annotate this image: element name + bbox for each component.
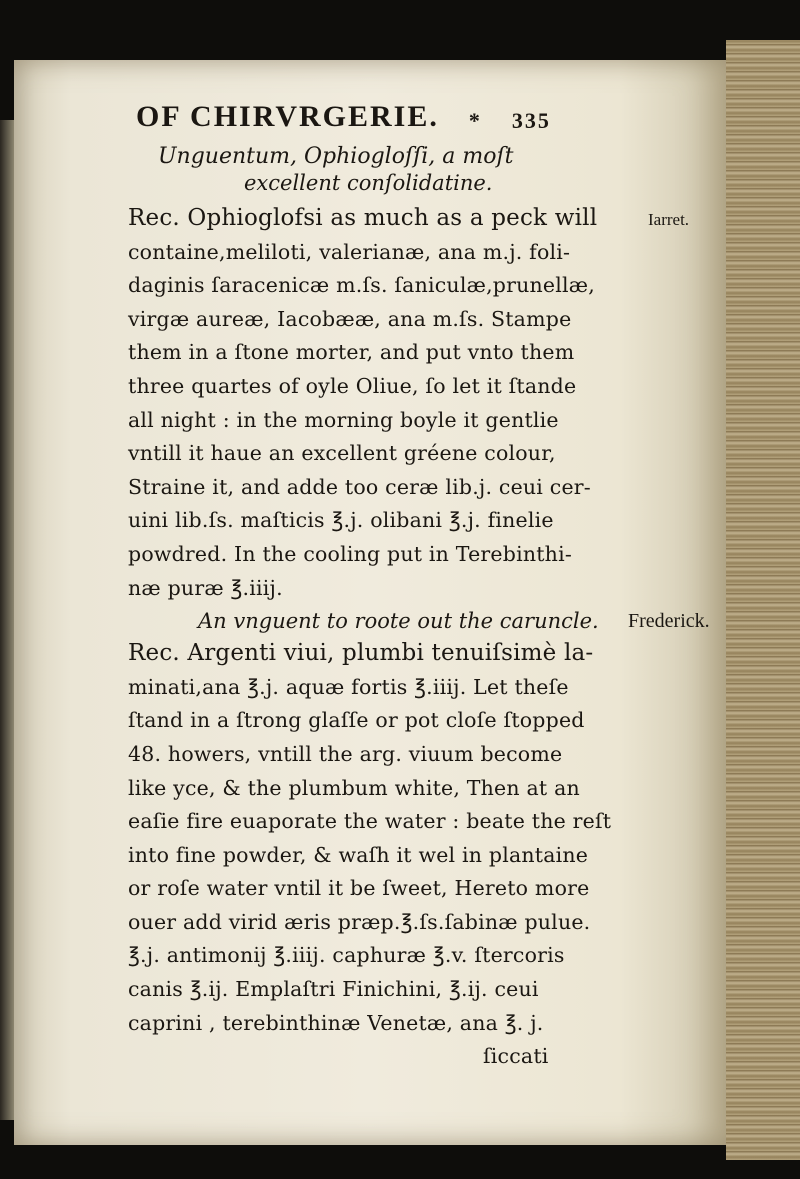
text-line: Rec. Ophioglofsi as much as a peck will — [128, 205, 598, 231]
text-line: daginis ſaracenicæ m.ſs. ſaniculæ,prunellæ, — [128, 273, 595, 298]
catchword: ſiccati — [483, 1044, 549, 1069]
text-line: minati,ana ℥.j. aquæ fortis ℥.iiij. Let theſe — [128, 674, 569, 699]
text-line: powdred. In the cooling put in Terebinthi- — [128, 541, 572, 566]
book-left-edge — [0, 120, 14, 1120]
text-line: all night : in the morning boyle it gentlie — [128, 407, 559, 432]
running-header — [136, 100, 688, 134]
text-line: like yce, & the plumbum white, Then at an — [128, 775, 580, 800]
text-line: canis ℥.ij. Emplaſtri Finichini, ℥.ij. ceui — [128, 977, 539, 1002]
text-line: Straine it, and adde too ceræ lib.j. ceui cer- — [128, 474, 591, 499]
book-page-edges — [726, 40, 800, 1160]
header-mark: * — [468, 108, 482, 133]
text-line: virgæ aureæ, Iacobææ, ana m.ſs. Stampe — [128, 306, 572, 331]
recipe-body — [128, 202, 688, 605]
text-line: ouer add virid æris præp.℥.ſs.ſabinæ pulue. — [128, 909, 591, 934]
recipe-body-2 — [128, 637, 688, 1074]
text-line: uini lib.ſs. maſticis ℥.j. olibani ℥.j. finelie — [128, 508, 554, 533]
section-subheading: An vnguent to roote out the caruncle. — [198, 609, 599, 634]
text-line: 48. howers, vntill the arg. viuum become — [128, 741, 563, 766]
text-line: caprini , terebinthinæ Venetæ, ana ℥. j. — [128, 1010, 544, 1035]
margin-note-frederick: Frederick. — [628, 610, 710, 632]
running-title: OF CHIRVRGERIE. — [136, 100, 439, 133]
text-line: them in a ſtone morter, and put vnto them — [128, 340, 575, 365]
margin-note-iarret: Iarret. — [648, 210, 690, 229]
page-text — [128, 100, 688, 1074]
recipe-title — [158, 144, 688, 196]
text-line: three quartes of oyle Oliue, ſo let it ſtande — [128, 373, 577, 398]
text-line: into fine powder, & waſh it wel in plantaine — [128, 842, 589, 867]
text-line: eaſie fire euaporate the water : beate the reſt — [128, 809, 612, 834]
title-line-1: Unguentum, Ophiogloſſi, a moſt — [158, 144, 514, 169]
text-line: vntill it haue an excellent gréene colour, — [128, 441, 556, 466]
text-line: ℥.j. antimonij ℥.iiij. caphuræ ℥.v. ſtercoris — [128, 943, 565, 968]
text-line: containe,meliloti, valerianæ, ana m.j. foli- — [128, 239, 571, 264]
text-line: ſtand in a ſtrong glaſſe or pot cloſe ſtopped — [128, 708, 585, 733]
text-line: næ puræ ℥.iiij. — [128, 575, 283, 600]
title-line-2: excellent conſolidatine. — [244, 171, 493, 195]
text-line: or roſe water vntil it be ſweet, Hereto more — [128, 876, 590, 901]
page-number: 335 — [511, 108, 551, 133]
text-line: Rec. Argenti viui, plumbi tenuiſsimè la- — [128, 640, 594, 667]
